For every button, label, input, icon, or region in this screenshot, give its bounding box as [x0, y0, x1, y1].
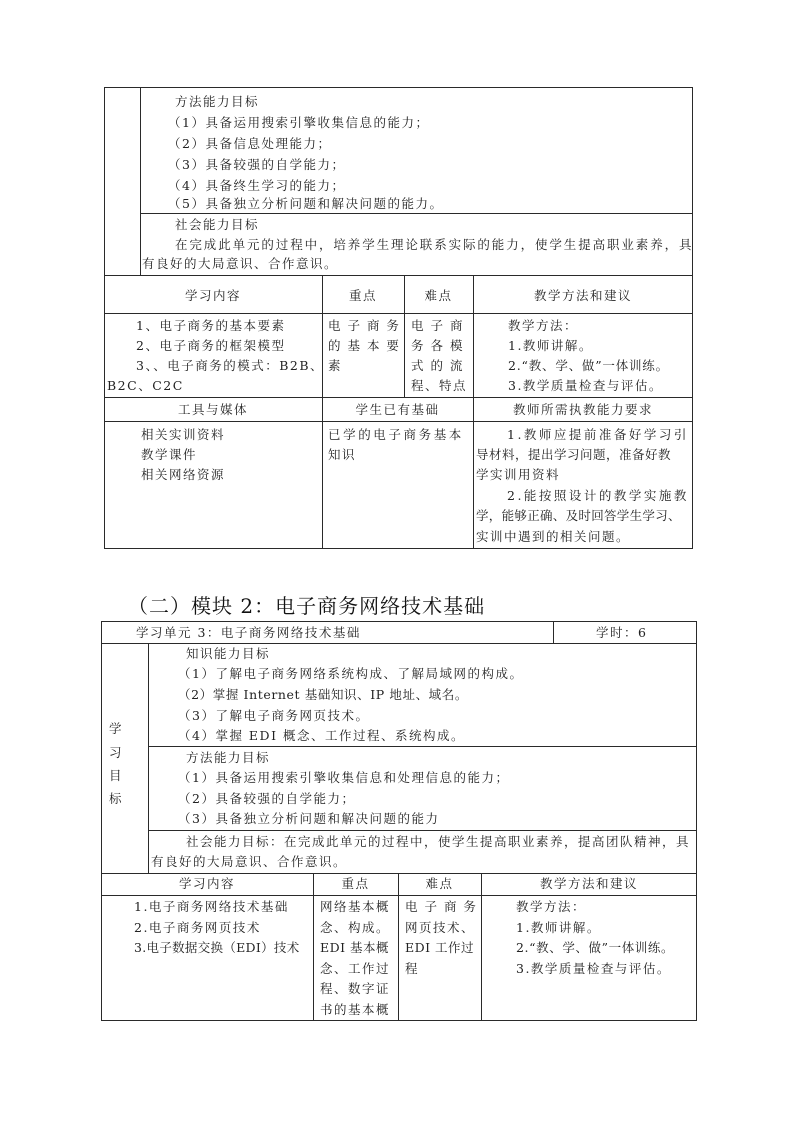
- divider: [148, 643, 149, 873]
- social-goals-text: 有良好的大局意识、合作意识。: [151, 854, 348, 869]
- divider: [398, 873, 399, 1021]
- divider: [481, 873, 482, 1021]
- knowledge-goal-item: （2）掌握 Internet 基础知识、IP 地址、域名。: [178, 687, 468, 702]
- method-goals-title: 方法能力目标: [175, 94, 260, 109]
- content-item: B2C、C2C: [107, 378, 184, 393]
- key-point-line: 素: [328, 358, 343, 373]
- difficulty-line: 程: [405, 961, 420, 976]
- key-point-line: 电 子 商 务: [328, 318, 401, 333]
- header-teacher: 教师所需执教能力要求: [512, 402, 653, 417]
- key-point-line: 的 基 本 要: [328, 338, 401, 353]
- method-goal-item: （1）具备运用搜索引擎收集信息和处理信息的能力；: [178, 770, 510, 785]
- method-goal-item: （3）具备较强的自学能力；: [168, 157, 346, 172]
- study-hours: 学时：6: [596, 625, 648, 640]
- header-basis: 学生已有基础: [355, 402, 440, 417]
- content-item: 1、电子商务的基本要素: [136, 318, 286, 333]
- content-item: 2.电子商务网页技术: [134, 920, 261, 935]
- key-point-line: 网络基本概: [320, 899, 391, 914]
- content-item: 3.电子数据交换（EDI）技术: [134, 940, 300, 955]
- key-point-line: EDI 基本概: [320, 940, 390, 955]
- method-line: 2.“教、学、做”一体训练。: [508, 358, 669, 373]
- key-point-line: 念、构成。: [320, 920, 391, 935]
- teacher-line: 2.能按照设计的教学实施教: [507, 488, 689, 503]
- header-key-points: 重点: [348, 288, 377, 303]
- knowledge-goal-item: （4）掌握 EDI 概念、工作过程、系统构成。: [178, 728, 465, 743]
- tool-item: 相关网络资源: [141, 467, 226, 482]
- method-line: 2.“教、学、做”一体训练。: [516, 940, 675, 955]
- method-goal-item: （1）具备运用搜索引擎收集信息的能力；: [168, 115, 430, 130]
- goal-label-char: 学: [109, 721, 124, 736]
- social-goals-text: 有良好的大局意识、合作意识。: [142, 256, 339, 271]
- knowledge-goals-title: 知识能力目标: [186, 646, 271, 661]
- tool-item: 教学课件: [141, 447, 198, 462]
- content-item: 2、电子商务的框架模型: [136, 338, 286, 353]
- goal-label-char: 标: [109, 791, 124, 806]
- key-point-line: 程、数字证: [320, 981, 391, 996]
- method-goal-item: （2）具备信息处理能力；: [168, 136, 332, 151]
- teacher-line: 学实训用资料: [476, 467, 561, 482]
- key-point-line: 书的基本概: [320, 1002, 391, 1017]
- social-goals-text: 社会能力目标：在完成此单元的过程中，使学生提高职业素养，提高团队精神，具: [186, 834, 691, 849]
- social-goals-text: 在完成此单元的过程中，培养学生理论联系实际的能力，使学生提高职业素养，具: [175, 237, 694, 252]
- method-line: 教学方法：: [508, 318, 579, 333]
- divider: [104, 397, 693, 398]
- method-line: 3.教学质量检查与评估。: [516, 961, 671, 976]
- key-point-line: 念、工作过: [320, 961, 391, 976]
- header-methods: 教学方法和建议: [533, 288, 632, 303]
- difficulty-line: 网页技术、: [405, 920, 476, 935]
- difficulty-line: 电 子 商: [411, 318, 464, 333]
- method-line: 3.教学质量检查与评估。: [508, 378, 663, 393]
- method-goal-item: （4）具备终生学习的能力；: [168, 178, 346, 193]
- header-tools: 工具与媒体: [177, 402, 248, 417]
- header-difficulties: 难点: [425, 876, 454, 891]
- divider: [104, 275, 693, 276]
- header-key-points: 重点: [341, 876, 370, 891]
- method-goals-title: 方法能力目标: [186, 750, 271, 765]
- teacher-line: 导材料，提出学习问题，准备好教: [476, 447, 672, 462]
- teacher-line: 学，能够正确、及时回答学生学习、: [476, 508, 681, 523]
- difficulty-line: 务 各 模: [411, 338, 464, 353]
- method-line: 1.教师讲解。: [508, 338, 593, 353]
- basis-line: 已学的电子商务基本: [328, 427, 464, 442]
- module-heading: （二）模块 2：电子商务网络技术基础: [128, 594, 486, 618]
- unit-title: 学习单元 3：电子商务网络技术基础: [136, 625, 361, 640]
- knowledge-goal-item: （3）了解电子商务网页技术。: [178, 708, 370, 723]
- difficulty-line: 程、特点: [411, 378, 468, 393]
- difficulty-line: 电 子 商 务: [405, 899, 478, 914]
- method-goal-item: （5）具备独立分析问题和解决问题的能力。: [168, 196, 444, 211]
- header-content: 学习内容: [184, 288, 241, 303]
- difficulty-line: 式 的 流: [411, 358, 464, 373]
- divider: [553, 621, 554, 643]
- method-line: 教学方法：: [516, 899, 587, 914]
- method-goal-item: （3）具备独立分析问题和解决问题的能力: [178, 811, 440, 826]
- method-goal-item: （2）具备较强的自学能力；: [178, 791, 356, 806]
- content-item: 3、、电子商务的模式：B2B、: [136, 358, 325, 373]
- header-methods: 教学方法和建议: [539, 876, 638, 891]
- divider: [104, 313, 693, 314]
- header-difficulties: 难点: [424, 288, 453, 303]
- teacher-line: 1.教师应提前准备好学习引: [507, 427, 689, 442]
- goal-label-char: 目: [109, 768, 124, 783]
- teacher-line: 实训中遇到的相关问题。: [476, 529, 631, 544]
- header-content: 学习内容: [178, 876, 235, 891]
- social-goals-title: 社会能力目标: [175, 217, 260, 232]
- content-item: 1.电子商务网络技术基础: [134, 899, 289, 914]
- basis-line: 知识: [328, 447, 357, 462]
- divider: [104, 421, 693, 422]
- method-line: 1.教师讲解。: [516, 920, 601, 935]
- difficulty-line: EDI 工作过: [405, 940, 475, 955]
- knowledge-goal-item: （1）了解电子商务网络系统构成、了解局域网的构成。: [178, 666, 524, 681]
- tool-item: 相关实训资料: [141, 427, 226, 442]
- goal-label-char: 习: [109, 745, 124, 760]
- divider: [140, 87, 141, 275]
- divider: [313, 873, 314, 1021]
